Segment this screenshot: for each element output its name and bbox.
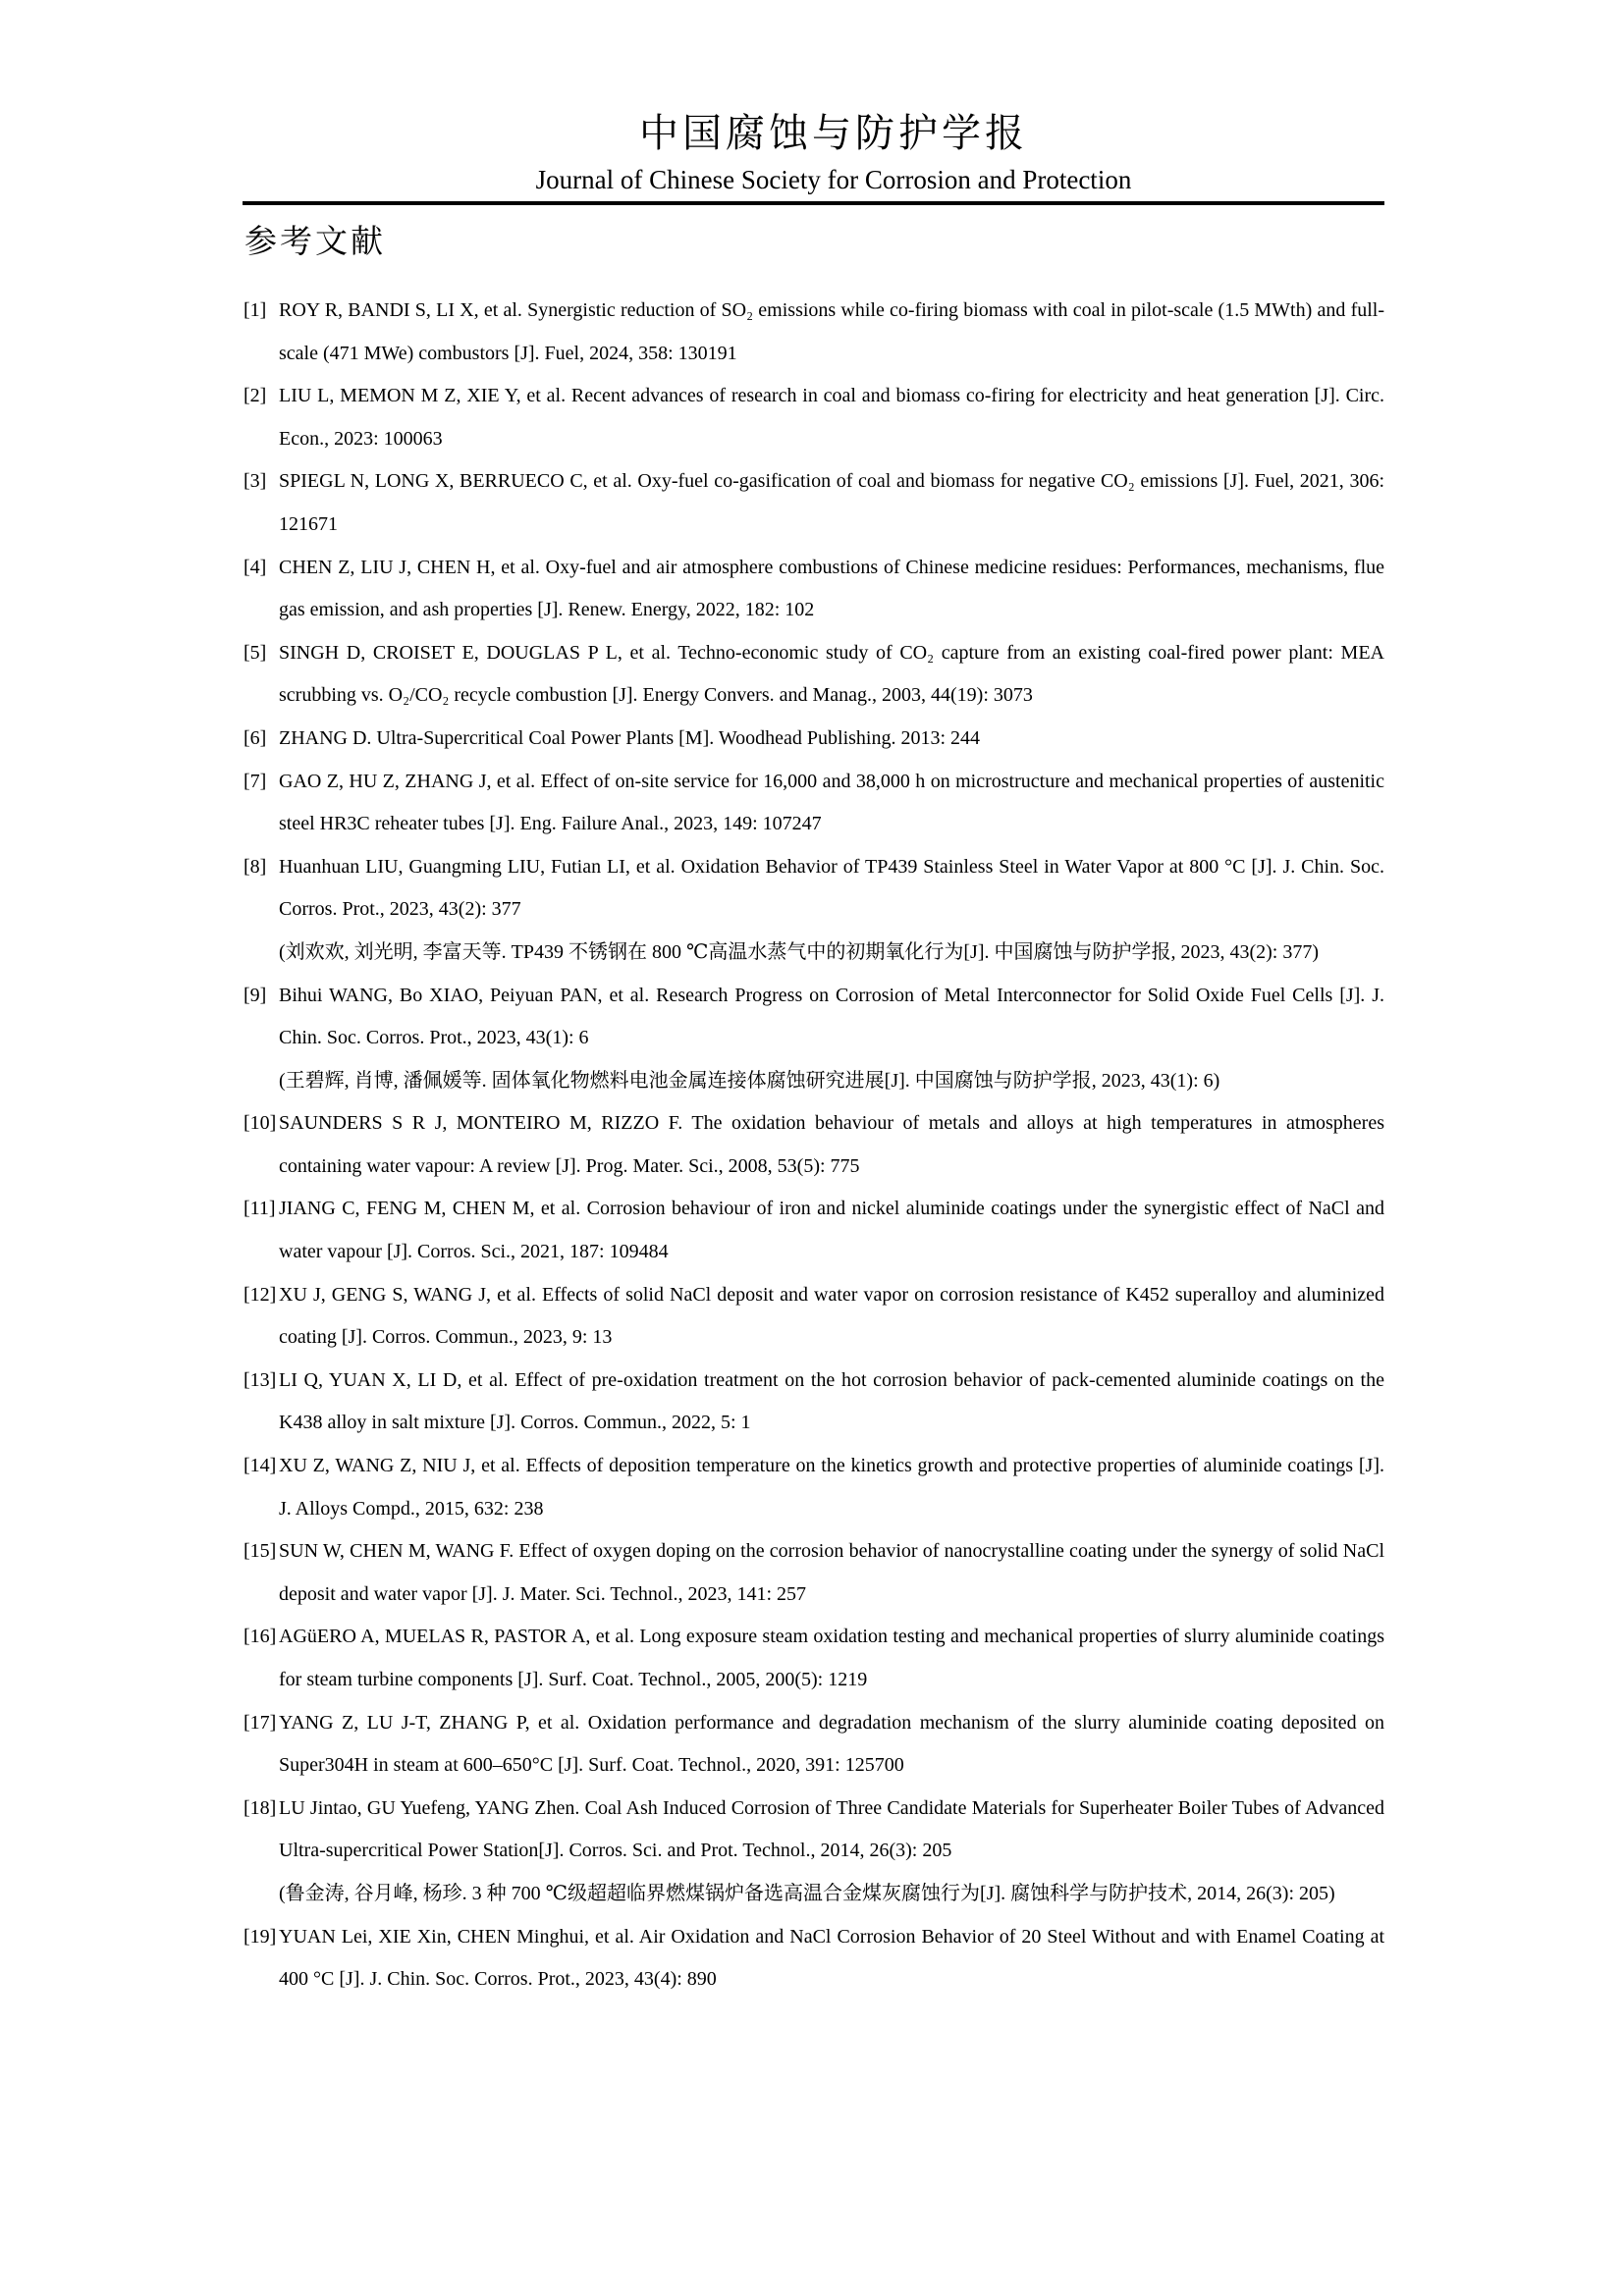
reference-number: [11] — [244, 1198, 276, 1220]
reference-number: [1] — [244, 299, 267, 321]
reference-text — [244, 632, 1384, 718]
reference-text — [244, 290, 1384, 375]
reference-number: [15] — [244, 1540, 277, 1563]
reference-item — [244, 547, 1384, 632]
reference-item — [244, 1274, 1384, 1360]
references-section-title: 参考文献 — [244, 225, 386, 260]
reference-citation: XU J, GENG S, WANG J, et al. Effects of solid NaCl deposit and water vapor on corrosion resistance of K452 superalloy and aluminized coating [J]. Corros. Commun., 2023, 9: 13 — [279, 1283, 1384, 1349]
reference-number: [17] — [244, 1711, 277, 1734]
journal-title-chinese: 中国腐蚀与防护学报 — [639, 111, 1028, 155]
reference-item — [244, 846, 1384, 975]
reference-text — [244, 718, 1384, 761]
reference-citation: GAO Z, HU Z, ZHANG J, et al. Effect of on-site service for 16,000 and 38,000 h on microstructure and mechanical properties of austenitic steel HR3C reheater tubes [J]. Eng. Failure Anal., 2023, 149: 107247 — [279, 770, 1384, 835]
reference-number: [10] — [244, 1112, 277, 1135]
reference-item — [244, 460, 1384, 546]
header-divider-rule — [243, 201, 1384, 205]
reference-citation: AGüERO A, MUELAS R, PASTOR A, et al. Long exposure steam oxidation testing and mechanical properties of slurry aluminide coatings for steam turbine components [J]. Surf. Coat. Technol., 2005, 200(5): 1219 — [279, 1626, 1384, 1690]
reference-item — [244, 1616, 1384, 1701]
reference-text — [244, 1360, 1384, 1445]
reference-citation-chinese: (刘欢欢, 刘光明, 李富天等. TP439 不锈钢在 800 ℃高温水蒸气中的初期氧化行为[J]. 中国腐蚀与防护学报, 2023, 43(2): 377) — [279, 940, 1320, 963]
reference-number: [19] — [244, 1925, 277, 1948]
reference-text — [244, 846, 1384, 932]
reference-item — [244, 761, 1384, 846]
reference-citation-chinese: (鲁金涛, 谷月峰, 杨珍. 3 种 700 ℃级超超临界燃煤锅炉备选高温合金煤灰腐蚀行为[J]. 腐蚀科学与防护技术, 2014, 26(3): 205) — [279, 1882, 1335, 1904]
reference-citation: JIANG C, FENG M, CHEN M, et al. Corrosion behaviour of iron and nickel aluminide coatings under the synergistic effect of NaCl and water vapour [J]. Corros. Sci., 2021, 187: 109484 — [279, 1198, 1384, 1263]
reference-text — [244, 761, 1384, 846]
reference-item — [244, 1530, 1384, 1616]
reference-citation: LIU L, MEMON M Z, XIE Y, et al. Recent advances of research in coal and biomass co-firing for electricity and heat generation [J]. Circ. Econ., 2023: 100063 — [279, 385, 1384, 450]
reference-citation: XU Z, WANG Z, NIU J, et al. Effects of deposition temperature on the kinetics growth and protective properties of aluminide coatings [J]. J. Alloys Compd., 2015, 632: 238 — [279, 1455, 1384, 1520]
reference-citation: SAUNDERS S R J, MONTEIRO M, RIZZO F. The oxidation behaviour of metals and alloys at high temperatures in atmospheres containing water vapour: A review [J]. Prog. Mater. Sci., 2008, 53(5): 775 — [279, 1112, 1384, 1177]
reference-text — [244, 1274, 1384, 1360]
reference-citation: LU Jintao, GU Yuefeng, YANG Zhen. Coal Ash Induced Corrosion of Three Candidate Materials for Superheater Boiler Tubes of Advanced Ultra-supercritical Power Station[J]. Corros. Sci. and Prot. Technol., 2014, 26(3): 205 — [279, 1796, 1384, 1862]
reference-item — [244, 1102, 1384, 1188]
reference-number: [2] — [244, 385, 267, 407]
reference-item — [244, 975, 1384, 1103]
reference-number: [3] — [244, 470, 267, 493]
reference-item — [244, 1916, 1384, 2002]
reference-number: [4] — [244, 556, 267, 578]
reference-text — [244, 1445, 1384, 1530]
reference-text — [244, 1188, 1384, 1273]
journal-title-english: Journal of Chinese Society for Corrosion and Protection — [535, 165, 1132, 194]
reference-item — [244, 1445, 1384, 1530]
reference-citation: ZHANG D. Ultra-Supercritical Coal Power Plants [M]. Woodhead Publishing. 2013: 244 — [279, 726, 981, 749]
reference-text — [244, 1788, 1384, 1873]
reference-text — [244, 375, 1384, 460]
reference-number: [13] — [244, 1368, 277, 1391]
reference-number: [7] — [244, 770, 267, 792]
reference-citation: Bihui WANG, Bo XIAO, Peiyuan PAN, et al. Research Progress on Corrosion of Metal Interconnector for Solid Oxide Fuel Cells [J]. J. Chin. Soc. Corros. Prot., 2023, 43(1): 6 — [279, 984, 1384, 1049]
reference-number: [5] — [244, 641, 267, 664]
reference-text — [244, 975, 1384, 1060]
reference-number: [8] — [244, 855, 267, 878]
reference-number: [18] — [244, 1796, 277, 1819]
reference-text — [244, 547, 1384, 632]
reference-citation-chinese: (王碧辉, 肖博, 潘佩媛等. 固体氧化物燃料电池金属连接体腐蚀研究进展[J]. 中国腐蚀与防护学报, 2023, 43(1): 6) — [279, 1069, 1220, 1092]
reference-item — [244, 1360, 1384, 1445]
reference-citation: SUN W, CHEN M, WANG F. Effect of oxygen doping on the corrosion behavior of nanocrystalline coating under the synergy of solid NaCl deposit and water vapor [J]. J. Mater. Sci. Technol., 2023, 141: 257 — [279, 1540, 1384, 1605]
reference-number: [9] — [244, 984, 267, 1006]
reference-text — [244, 1530, 1384, 1616]
reference-citation: YUAN Lei, XIE Xin, CHEN Minghui, et al. Air Oxidation and NaCl Corrosion Behavior of 20 Steel Without and with Enamel Coating at 400 °C [J]. J. Chin. Soc. Corros. Prot., 2023, 43(4): 890 — [279, 1925, 1384, 1991]
reference-number: [6] — [244, 726, 267, 749]
reference-citation: LI Q, YUAN X, LI D, et al. Effect of pre-oxidation treatment on the hot corrosion behavior of pack-cemented aluminide coatings on the K438 alloy in salt mixture [J]. Corros. Commun., 2022, 5: 1 — [279, 1368, 1384, 1434]
reference-citation: YANG Z, LU J-T, ZHANG P, et al. Oxidation performance and degradation mechanism of the slurry aluminide coating deposited on Super304H in steam at 600–650°C [J]. Surf. Coat. Technol., 2020, 391: 125700 — [279, 1711, 1384, 1777]
reference-item — [244, 632, 1384, 718]
reference-citation: SPIEGL N, LONG X, BERRUECO C, et al. Oxy-fuel co-gasification of coal and biomass for negative CO₂ emissions [J]. Fuel, 2021, 306: 121671 — [279, 470, 1384, 535]
reference-citation: Huanhuan LIU, Guangming LIU, Futian LI, et al. Oxidation Behavior of TP439 Stainless Steel in Water Vapor at 800 °C [J]. J. Chin. Soc. Corros. Prot., 2023, 43(2): 377 — [279, 855, 1384, 921]
reference-text — [244, 460, 1384, 546]
reference-text — [244, 1702, 1384, 1788]
reference-list — [244, 290, 1384, 2002]
reference-item — [244, 375, 1384, 460]
reference-item — [244, 1788, 1384, 1916]
reference-item — [244, 1702, 1384, 1788]
reference-number: [14] — [244, 1455, 277, 1477]
reference-text — [244, 1916, 1384, 2002]
reference-number: [12] — [244, 1283, 277, 1306]
reference-citation: ROY R, BANDI S, LI X, et al. Synergistic reduction of SO₂ emissions while co-firing biomass with coal in pilot-scale (1.5 MWth) and full-scale (471 MWe) combustors [J]. Fuel, 2024, 358: 130191 — [279, 299, 1384, 364]
reference-text — [244, 1102, 1384, 1188]
reference-citation: SINGH D, CROISET E, DOUGLAS P L, et al. Techno-economic study of CO₂ capture from an existing coal-fired power plant: MEA scrubbing vs. O₂/CO₂ recycle combustion [J]. Energy Convers. and Manag., 2003, 44(19): 3073 — [279, 641, 1384, 707]
reference-item — [244, 1188, 1384, 1273]
reference-citation: CHEN Z, LIU J, CHEN H, et al. Oxy-fuel and air atmosphere combustions of Chinese medicine residues: Performances, mechanisms, flue gas emission, and ash properties [J]. Renew. Energy, 2022, 182: 102 — [279, 556, 1384, 621]
journal-header — [0, 0, 1624, 195]
reference-text — [244, 1616, 1384, 1701]
reference-item — [244, 718, 1384, 761]
reference-item — [244, 290, 1384, 375]
reference-number: [16] — [244, 1626, 277, 1648]
